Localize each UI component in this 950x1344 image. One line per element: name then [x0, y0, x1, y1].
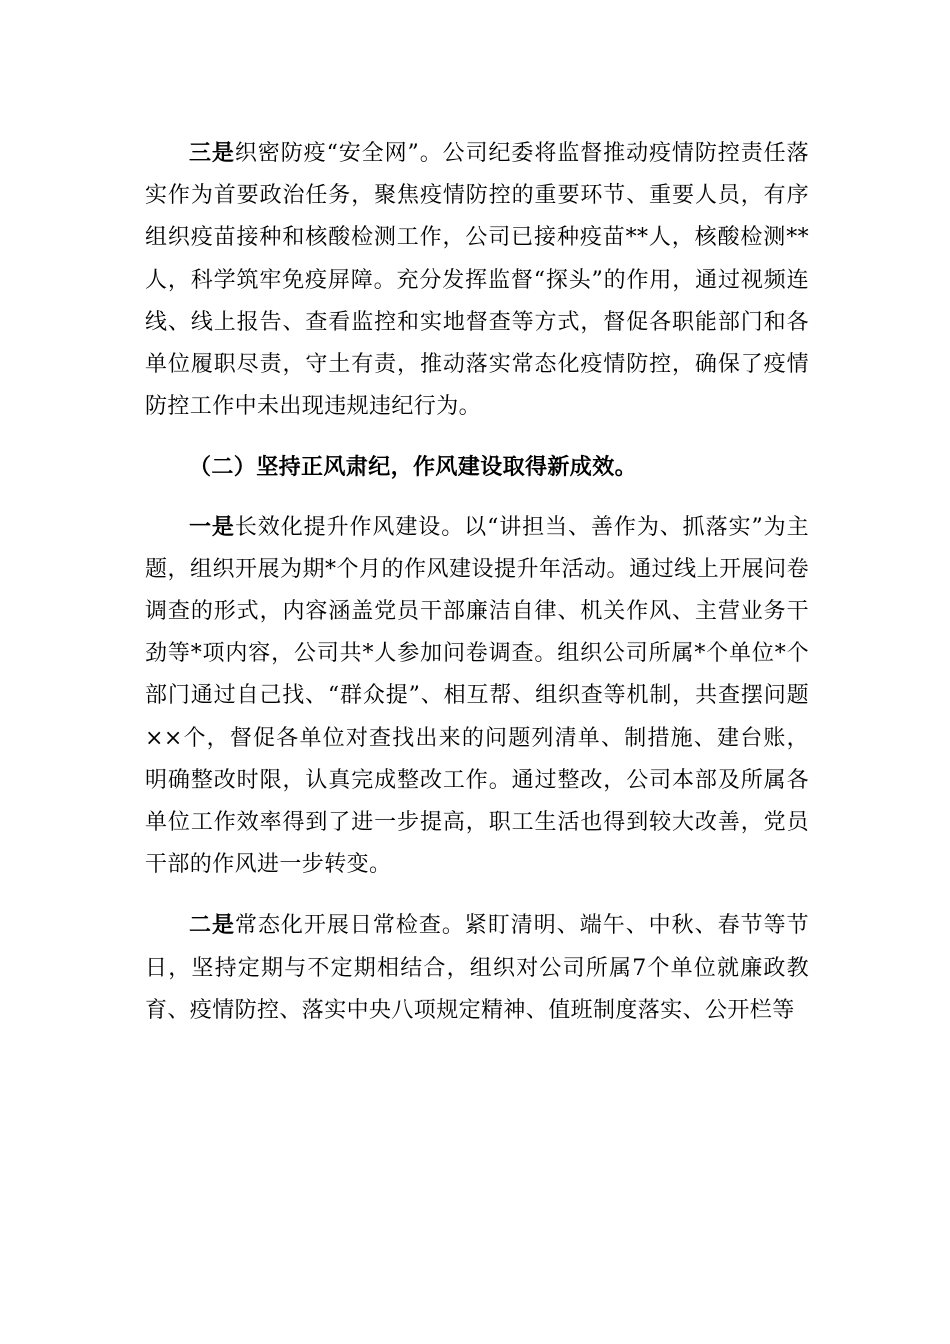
paragraph-lead: 二是 [189, 912, 235, 939]
paragraph-lead: 一是 [189, 513, 235, 540]
paragraph-daily-inspection [145, 904, 809, 1032]
section-heading: （二）坚持正风肃纪，作风建设取得新成效。 [189, 454, 638, 481]
paragraph-lead: 三是 [189, 140, 235, 166]
paragraph-body: 常态化开展日常检查。紧盯清明、端午、中秋、春节等节日，坚持定期与不定期相结合，组织对公司所属7个单位就廉政教育、疫情防控、落实中央八项规定精神、值班制度落实、公开栏等 [145, 913, 809, 1023]
paragraph-body: 织密防疫“安全网”。公司纪委将监督推动疫情防控责任落实作为首要政治任务，聚焦疫情防控的重要环节、重要人员，有序组织疫苗接种和核酸检测工作，公司已接种疫苗**人，核酸检测**人，科学筑牢免疫屏障。充分发挥监督“探头”的作用，通过视频连线、线上报告、查看监控和实地督查等方式，督促各职能部门和各单位履职尽责，守土有责，推动落实常态化疫情防控，确保了疫情防控工作中未出现违规违纪行为。 [145, 141, 809, 420]
paragraph-work-style-building [145, 506, 809, 887]
paragraph-body: 长效化提升作风建设。以“讲担当、善作为、抓落实”为主题，组织开展为期*个月的作风建设提升年活动。通过线上开展问卷调查的形式，内容涵盖党员干部廉洁自律、机关作风、主营业务干劲等*项内容，公司共*人参加问卷调查。组织公司所属*个单位*个部门通过自己找、“群众提”、相互帮、组织查等机制，共查摆问题××个，督促各单位对查找出来的问题列清单、制措施、建台账，明确整改时限，认真完成整改工作。通过整改，公司本部及所属各单位工作效率得到了进一步提高，职工生活也得到较大改善，党员干部的作风进一步转变。 [145, 514, 809, 878]
document-page [145, 132, 809, 1032]
paragraph-epidemic-safety-net [145, 132, 809, 428]
